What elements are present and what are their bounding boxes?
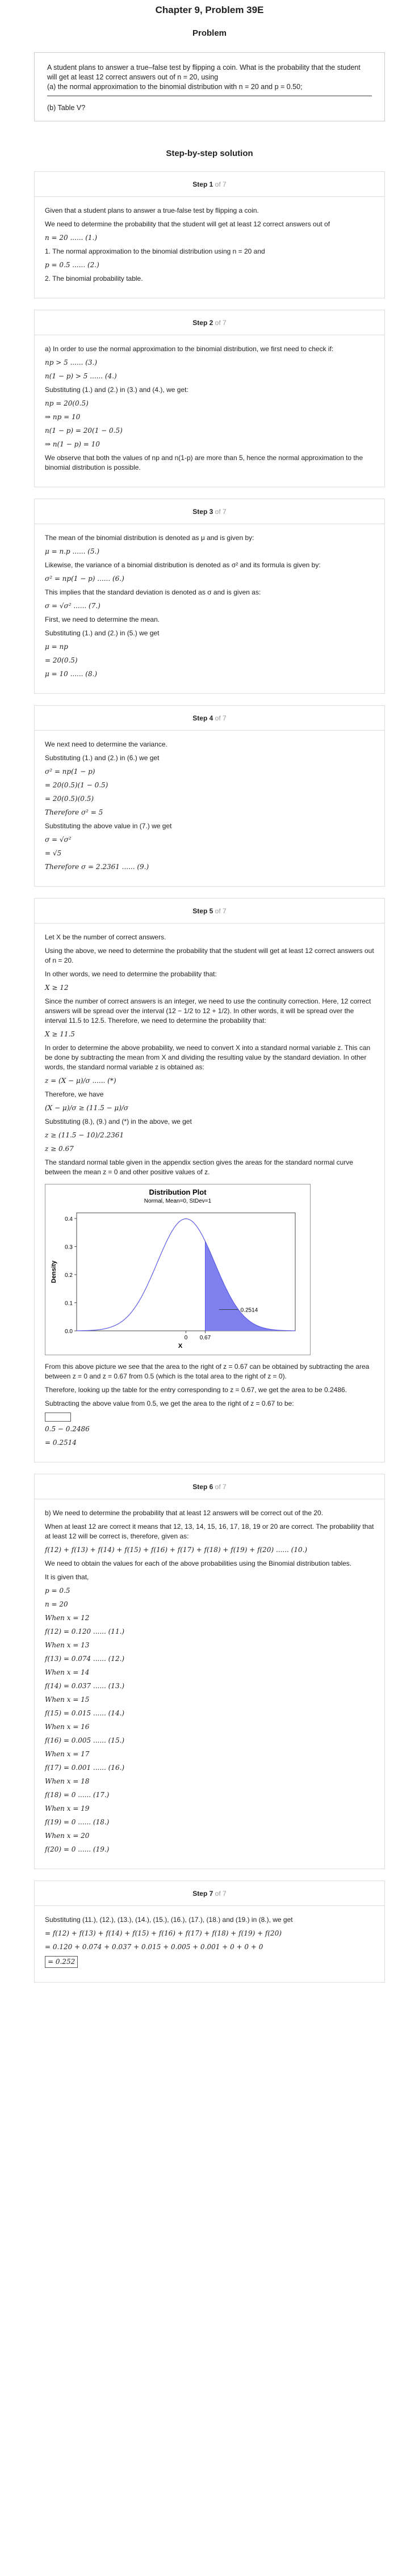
binomial-case-value: f(12) = 0.120 ...... (11.) bbox=[45, 1628, 125, 1635]
step-text: We need to determine the probability that the student will get at least 12 correct answers out of bbox=[45, 220, 330, 228]
step-word: Step bbox=[192, 1483, 208, 1491]
step-header bbox=[35, 310, 384, 335]
x-axis-label: X bbox=[178, 1343, 183, 1350]
step-number: 7 bbox=[209, 1890, 213, 1898]
step-word: Step bbox=[192, 508, 208, 516]
distribution-plot bbox=[45, 1184, 311, 1355]
step-text: Let X be the number of correct answers. bbox=[45, 933, 166, 941]
step-text: Therefore, we have bbox=[45, 1090, 104, 1098]
equation-line: z ≥ (11.5 − 10)/2.2361 bbox=[45, 1131, 124, 1139]
step-text: Using the above, we need to determine the probability that the student will get at least 12 correct answers out of n = 20. bbox=[45, 947, 374, 964]
y-tick-label: 0.1 bbox=[65, 1300, 73, 1307]
chart-title: Distribution Plot bbox=[149, 1188, 207, 1196]
steps-container bbox=[0, 171, 419, 1983]
step-of-word: of bbox=[215, 319, 221, 327]
equation-line: σ = √σ² ...... (7.) bbox=[45, 602, 100, 610]
step-number: 2 bbox=[209, 319, 213, 327]
step-text: It is given that, bbox=[45, 1573, 89, 1581]
step-text: Substituting the above value in (7.) we get bbox=[45, 822, 172, 830]
step-text: 1. The normal approximation to the binomial distribution using n = 20 and bbox=[45, 247, 265, 255]
step-text: We observe that both the values of np and n(1-p) are more than 5, hence the normal approximation to the binomial distribution is possible. bbox=[45, 454, 363, 471]
binomial-case-label: When x = 12 bbox=[45, 1614, 90, 1622]
binomial-case-label: When x = 19 bbox=[45, 1805, 90, 1812]
equation-line: = 20(0.5)(0.5) bbox=[45, 795, 94, 803]
equation-line: σ² = np(1 − p) ...... (6.) bbox=[45, 575, 124, 583]
step-header bbox=[35, 499, 384, 524]
equation-line: 0.5 − 0.2486 bbox=[45, 1425, 90, 1433]
binomial-case-value: f(14) = 0.037 ...... (13.) bbox=[45, 1682, 125, 1690]
step-text: This implies that the standard deviation is denoted as σ and is given as: bbox=[45, 588, 261, 596]
equation-line: = 20(0.5) bbox=[45, 656, 78, 664]
step-text: Substituting (1.) and (2.) in (5.) we get bbox=[45, 629, 160, 637]
step-text: First, we need to determine the mean. bbox=[45, 615, 160, 623]
x-tick-label: 0 bbox=[184, 1335, 188, 1341]
step-word: Step bbox=[192, 1890, 208, 1898]
equation-line: = 0.2514 bbox=[45, 1439, 77, 1447]
binomial-case-value: f(13) = 0.074 ...... (12.) bbox=[45, 1655, 125, 1663]
question-text: A student plans to answer a true–false test by flipping a coin. What is the probability that the student will get at least 12 correct answers out of n = 20, using bbox=[47, 64, 361, 81]
question-part-b: (b) Table V? bbox=[47, 104, 86, 112]
step-header bbox=[35, 1474, 384, 1499]
step-number: 4 bbox=[209, 714, 213, 722]
chart-subtitle: Normal, Mean=0, StDev=1 bbox=[144, 1198, 212, 1204]
equation-line: = f(12) + f(13) + f(14) + f(15) + f(16) + f(17) + f(18) + f(19) + f(20) bbox=[45, 1929, 282, 1937]
y-tick-label: 0.2 bbox=[65, 1272, 73, 1279]
equation-line: ⇒ n(1 − p) = 10 bbox=[45, 440, 100, 448]
equation-line: np = 20(0.5) bbox=[45, 399, 89, 407]
equation-line bbox=[45, 1956, 374, 1968]
step-total: 7 bbox=[223, 1483, 227, 1491]
step-word: Step bbox=[192, 714, 208, 722]
step-header bbox=[35, 706, 384, 731]
step-total: 7 bbox=[223, 907, 227, 915]
answer-box bbox=[45, 1413, 71, 1422]
step-text: In other words, we need to determine the probability that: bbox=[45, 970, 217, 978]
step-total: 7 bbox=[223, 508, 227, 516]
step-total: 7 bbox=[223, 180, 227, 188]
step-word: Step bbox=[192, 319, 208, 327]
step-of-word: of bbox=[215, 907, 221, 915]
question-divider bbox=[47, 95, 372, 96]
equation-line: X ≥ 11.5 bbox=[45, 1030, 75, 1038]
equation-line: n = 20 ...... (1.) bbox=[45, 234, 98, 242]
step-text: Given that a student plans to answer a true-false test by flipping a coin. bbox=[45, 206, 259, 214]
step-text: The mean of the binomial distribution is denoted as μ and is given by: bbox=[45, 534, 254, 542]
step-card bbox=[34, 705, 385, 887]
step-text: a) In order to use the normal approximation to the binomial distribution, we first need to check if: bbox=[45, 345, 334, 353]
step-of-word: of bbox=[215, 180, 221, 188]
step-of-word: of bbox=[215, 508, 221, 516]
equation-line: μ = n.p ...... (5.) bbox=[45, 547, 100, 555]
y-tick-label: 0.3 bbox=[65, 1244, 73, 1251]
step-of-word: of bbox=[215, 1483, 221, 1491]
equation-line: n = 20 bbox=[45, 1600, 68, 1608]
step-text: We need to obtain the values for each of the above probabilities using the Binomial distribution tables. bbox=[45, 1559, 352, 1567]
step-text: Since the number of correct answers is an integer, we need to use the continuity correction. Here, 12 correct answers will be spread over the interval (12 − 1/2 to 12 + 1/2). In other words, it will be spread over the interval 11.5 to 12.5. Therefore, we need to determine the probability that: bbox=[45, 997, 371, 1025]
step-text: Likewise, the variance of a binomial distribution is denoted as σ² and its formula is given by: bbox=[45, 561, 321, 569]
binomial-case-label: When x = 17 bbox=[45, 1750, 90, 1758]
equation-line: p = 0.5 bbox=[45, 1587, 70, 1595]
shaded-area-label: 0.2514 bbox=[240, 1307, 258, 1314]
step-number: 6 bbox=[209, 1483, 213, 1491]
problem-label: Problem bbox=[192, 28, 227, 38]
question-part-a: (a) the normal approximation to the binomial distribution with n = 20 and p = 0.50; bbox=[47, 83, 303, 91]
step-number: 1 bbox=[209, 180, 213, 188]
y-tick-label: 0.0 bbox=[65, 1329, 73, 1335]
step-text: From this above picture we see that the area to the right of z = 0.67 can be obtained by subtracting the area between z = 0 and z = 0.67 from 0.5 (which is the total area to the right of z = 0). bbox=[45, 1363, 370, 1380]
step-card bbox=[34, 499, 385, 694]
binomial-case-label: When x = 14 bbox=[45, 1668, 90, 1676]
step-text: Substituting (1.) and (2.) in (3.) and (4.), we get: bbox=[45, 386, 188, 394]
step-header bbox=[35, 899, 384, 924]
step-header bbox=[35, 1881, 384, 1906]
step-text: Substituting (8.), (9.) and (*) in the above, we get bbox=[45, 1118, 192, 1125]
equation-line: = √5 bbox=[45, 849, 62, 857]
equation-line: = 20(0.5)(1 − 0.5) bbox=[45, 781, 108, 789]
plot-frame bbox=[77, 1213, 295, 1331]
equation-line: f(12) + f(13) + f(14) + f(15) + f(16) + f(17) + f(18) + f(19) + f(20) ...... (10.) bbox=[45, 1546, 308, 1554]
step-total: 7 bbox=[223, 714, 227, 722]
step-text: Subtracting the above value from 0.5, we get the area to the right of z = 0.67 to be: bbox=[45, 1399, 294, 1407]
distribution-plot-svg bbox=[45, 1184, 310, 1355]
x-tick-label: 0.67 bbox=[199, 1335, 211, 1341]
equation-line: p = 0.5 ...... (2.) bbox=[45, 261, 99, 269]
binomial-case-label: When x = 18 bbox=[45, 1777, 90, 1785]
step-card bbox=[34, 310, 385, 487]
step-header bbox=[35, 172, 384, 197]
equation-line: ⇒ np = 10 bbox=[45, 413, 81, 421]
step-of-word: of bbox=[215, 714, 221, 722]
equation-line: n(1 − p) = 20(1 − 0.5) bbox=[45, 427, 123, 435]
y-axis-label: Density bbox=[51, 1260, 57, 1283]
step-number: 3 bbox=[209, 508, 213, 516]
step-text: We next need to determine the variance. bbox=[45, 740, 167, 748]
binomial-case-label: When x = 20 bbox=[45, 1832, 90, 1840]
equation-line: σ = √σ² bbox=[45, 836, 72, 844]
step-text: Substituting (11.), (12.), (13.), (14.), (15.), (16.), (17.), (18.) and (19.) in (8.), we get bbox=[45, 1916, 293, 1924]
equation-line: Therefore σ = 2.2361 ...... (9.) bbox=[45, 863, 149, 871]
binomial-case-value: f(17) = 0.001 ...... (16.) bbox=[45, 1764, 125, 1772]
equation-line: z = (X − μ)/σ ...... (*) bbox=[45, 1077, 116, 1085]
step-card bbox=[34, 1881, 385, 1983]
step-word: Step bbox=[192, 907, 208, 915]
step-text: Therefore, looking up the table for the entry corresponding to z = 0.67, we get the area to be 0.2486. bbox=[45, 1386, 347, 1394]
final-answer-box: = 0.252 bbox=[45, 1956, 78, 1968]
equation-line: μ = np bbox=[45, 643, 68, 651]
solution-heading: Step-by-step solution bbox=[166, 149, 253, 158]
equation-line: z ≥ 0.67 bbox=[45, 1145, 74, 1153]
equation-line: σ² = np(1 − p) bbox=[45, 768, 95, 775]
binomial-case-label: When x = 16 bbox=[45, 1723, 90, 1731]
question-box bbox=[34, 52, 385, 121]
binomial-case-label: When x = 15 bbox=[45, 1696, 90, 1704]
binomial-case-value: f(20) = 0 ...... (19.) bbox=[45, 1845, 110, 1853]
step-text: In order to determine the above probability, we need to convert X into a standard normal variable z. This can be done by subtracting the mean from X and dividing the resulting value by the standard deviation. In other words, the standard normal variable z is obtained as: bbox=[45, 1044, 371, 1071]
binomial-case-value: f(18) = 0 ...... (17.) bbox=[45, 1791, 110, 1799]
y-tick-label: 0.4 bbox=[65, 1216, 73, 1222]
equation-line: μ = 10 ...... (8.) bbox=[45, 670, 98, 678]
chapter-title: Chapter 9, Problem 39E bbox=[155, 5, 264, 15]
step-total: 7 bbox=[223, 1890, 227, 1898]
equation-line: X ≥ 12 bbox=[45, 984, 69, 992]
equation-line: (X − μ)/σ ≥ (11.5 − μ)/σ bbox=[45, 1104, 129, 1112]
step-word: Step bbox=[192, 180, 208, 188]
step-card bbox=[34, 898, 385, 1462]
equation-line: np > 5 ...... (3.) bbox=[45, 359, 98, 366]
binomial-case-value: f(15) = 0.015 ...... (14.) bbox=[45, 1709, 125, 1717]
step-text: 2. The binomial probability table. bbox=[45, 275, 143, 283]
step-text: Substituting (1.) and (2.) in (6.) we get bbox=[45, 754, 160, 762]
step-text: The standard normal table given in the appendix section gives the areas for the standard normal curve between the mean z = 0 and other positive values of z. bbox=[45, 1158, 353, 1176]
step-text: b) We need to determine the probability that at least 12 answers will be correct out of the 20. bbox=[45, 1509, 324, 1517]
equation-line: Therefore σ² = 5 bbox=[45, 808, 103, 816]
step-card bbox=[34, 1474, 385, 1869]
step-number: 5 bbox=[209, 907, 213, 915]
step-card bbox=[34, 171, 385, 298]
binomial-case-label: When x = 13 bbox=[45, 1641, 90, 1649]
equation-line: = 0.120 + 0.074 + 0.037 + 0.015 + 0.005 + 0.001 + 0 + 0 + 0 bbox=[45, 1943, 263, 1951]
equation-line: n(1 − p) > 5 ...... (4.) bbox=[45, 372, 117, 380]
step-text: When at least 12 are correct it means that 12, 13, 14, 15, 16, 17, 18, 19 or 20 are correct. The probability that at least 12 will be correct is, therefore, given as: bbox=[45, 1523, 374, 1540]
binomial-case-value: f(16) = 0.005 ...... (15.) bbox=[45, 1736, 125, 1744]
step-total: 7 bbox=[223, 319, 227, 327]
binomial-case-value: f(19) = 0 ...... (18.) bbox=[45, 1818, 110, 1826]
step-of-word: of bbox=[215, 1890, 221, 1898]
